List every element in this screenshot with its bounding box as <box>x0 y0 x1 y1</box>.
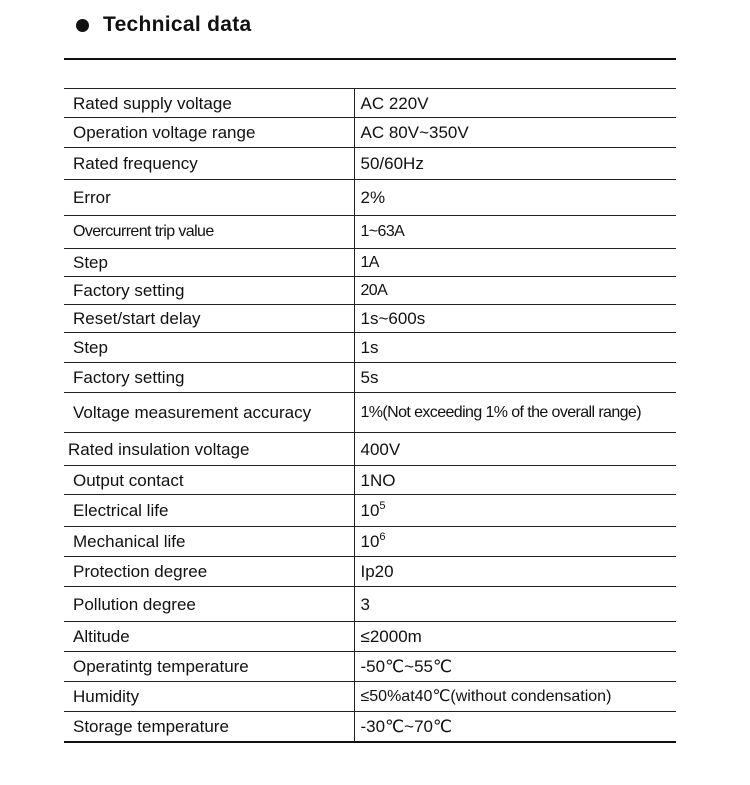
row-label: Factory setting <box>64 277 354 305</box>
row-value: -30℃~70℃ <box>354 712 676 742</box>
table-row <box>64 89 676 118</box>
section-heading <box>76 10 252 40</box>
row-label: Overcurrent trip value <box>64 216 354 249</box>
row-value: 1s <box>354 333 676 363</box>
table-row <box>64 249 676 277</box>
table-row <box>64 363 676 393</box>
table-row <box>64 682 676 712</box>
row-label: Step <box>64 333 354 363</box>
row-label: Rated supply voltage <box>64 89 354 118</box>
table-row <box>64 587 676 622</box>
row-value: 1s~600s <box>354 305 676 333</box>
row-value: AC 80V~350V <box>354 118 676 148</box>
row-label: Storage temperature <box>64 712 354 742</box>
table-row <box>64 118 676 148</box>
table-row <box>64 180 676 216</box>
row-label: Pollution degree <box>64 587 354 622</box>
row-label: Step <box>64 249 354 277</box>
row-label: Operatintg temperature <box>64 652 354 682</box>
table-row <box>64 216 676 249</box>
row-value: 5s <box>354 363 676 393</box>
table-row <box>64 652 676 682</box>
table-row <box>64 333 676 363</box>
row-value: 3 <box>354 587 676 622</box>
value-base: 10 <box>360 501 380 520</box>
technical-data-table <box>64 88 676 743</box>
row-value <box>354 495 676 527</box>
row-value: 400V <box>354 433 676 466</box>
row-label: Factory setting <box>64 363 354 393</box>
table-row <box>64 557 676 587</box>
row-label: Output contact <box>64 466 354 495</box>
table-row <box>64 622 676 652</box>
row-label: Operation voltage range <box>64 118 354 148</box>
row-value: 1%(Not exceeding 1% of the overall range) <box>354 393 676 433</box>
value-exponent: 6 <box>379 531 386 543</box>
bullet-icon <box>76 19 89 32</box>
table-row <box>64 393 676 433</box>
row-value: AC 220V <box>354 89 676 118</box>
top-divider <box>64 58 676 60</box>
row-value: ≤2000m <box>354 622 676 652</box>
row-value <box>354 527 676 557</box>
row-label: Protection degree <box>64 557 354 587</box>
table-row <box>64 277 676 305</box>
table-row <box>64 433 676 466</box>
section-title: Technical data <box>103 13 252 36</box>
row-value: 1A <box>354 249 676 277</box>
row-label: Electrical life <box>64 495 354 527</box>
row-label: Altitude <box>64 622 354 652</box>
table-row <box>64 148 676 180</box>
row-label: Mechanical life <box>64 527 354 557</box>
row-label: Error <box>64 180 354 216</box>
row-value: 50/60Hz <box>354 148 676 180</box>
table-row <box>64 712 676 742</box>
row-value: ≤50%at40℃(without condensation) <box>354 682 676 712</box>
row-value: Ip20 <box>354 557 676 587</box>
row-label: Humidity <box>64 682 354 712</box>
row-label: Rated insulation voltage <box>64 433 354 466</box>
row-value: 2% <box>354 180 676 216</box>
value-exponent: 5 <box>379 500 386 512</box>
row-label: Voltage measurement accuracy <box>64 393 354 433</box>
row-value: 1~63A <box>354 216 676 249</box>
table-row <box>64 495 676 527</box>
row-value: 1NO <box>354 466 676 495</box>
table-row <box>64 466 676 495</box>
row-value: 20A <box>354 277 676 305</box>
table-row <box>64 305 676 333</box>
value-base: 10 <box>360 532 380 551</box>
row-label: Reset/start delay <box>64 305 354 333</box>
row-value: -50℃~55℃ <box>354 652 676 682</box>
row-label: Rated frequency <box>64 148 354 180</box>
table-row <box>64 527 676 557</box>
